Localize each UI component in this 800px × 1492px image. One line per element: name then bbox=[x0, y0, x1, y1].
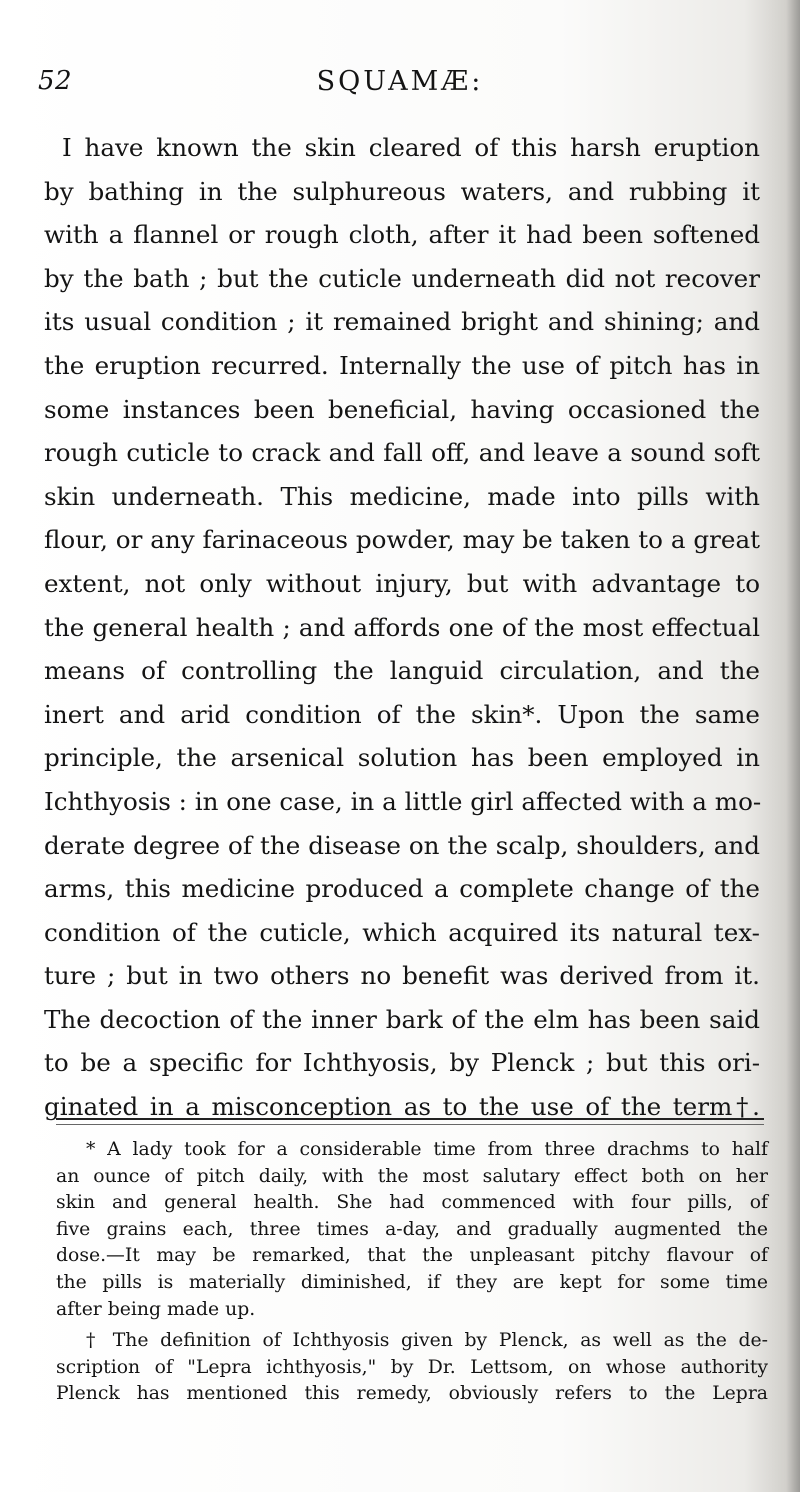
footnote-line: scription of "Lepra ichthyosis," by Dr. Lettsom, on whose authority bbox=[56, 1356, 768, 1378]
body-line: some instances been beneficial, having occasioned the bbox=[44, 394, 760, 424]
body-line: means of controlling the languid circulation, and the bbox=[44, 656, 760, 686]
body-line: I have known the skin cleared of this harsh eruption bbox=[62, 133, 760, 162]
body-paragraph bbox=[44, 126, 760, 1129]
footnote-rule bbox=[56, 1118, 764, 1120]
page-gutter-shadow bbox=[786, 0, 800, 1492]
body-line: principle, the arsenical solution has been employed in bbox=[44, 743, 760, 773]
body-line: by the bath ; but the cuticle underneath did not recover bbox=[44, 263, 760, 293]
body-line: The decoction of the inner bark of the elm has been said bbox=[44, 1004, 760, 1034]
body-line: to be a specific for Ichthyosis, by Plenck ; but this ori- bbox=[44, 1048, 760, 1078]
body-line: its usual condition ; it remained bright and shining; and bbox=[44, 307, 760, 337]
body-line: inert and arid condition of the skin*. Upon the same bbox=[44, 699, 760, 729]
footnote-line: skin and general health. She had commenced with four pills, of bbox=[56, 1192, 768, 1214]
body-line: ginated in a misconception as to the use of the term†. bbox=[44, 1092, 760, 1122]
body-line: derate degree of the disease on the scalp, shoulders, and bbox=[44, 830, 760, 860]
footnote-line: Plenck has mentioned this remedy, obviously refers to the Lepra bbox=[56, 1383, 768, 1405]
body-line: by bathing in the sulphureous waters, and rubbing it bbox=[44, 176, 760, 206]
body-line: arms, this medicine produced a complete change of the bbox=[44, 874, 760, 904]
footnote-line: after being made up. bbox=[56, 1298, 256, 1320]
body-line: extent, not only without injury, but with advantage to bbox=[44, 568, 760, 598]
footnote-line: an ounce of pitch daily, with the most salutary effect both on her bbox=[56, 1165, 768, 1187]
body-line: condition of the cuticle, which acquired its natural tex- bbox=[44, 917, 760, 947]
body-line: ture ; but in two others no benefit was derived from it. bbox=[44, 961, 760, 991]
footnote-rule-thin bbox=[56, 1124, 764, 1125]
footnote-asterisk bbox=[56, 1137, 768, 1323]
page-number: 52 bbox=[38, 66, 73, 96]
footnote-line: dose.—It may be remarked, that the unpleasant pitchy flavour of bbox=[56, 1245, 768, 1267]
body-line: with a flannel or rough cloth, after it had been softened bbox=[44, 220, 760, 250]
running-head bbox=[38, 66, 762, 106]
footnotes bbox=[56, 1137, 768, 1408]
footnote-line: † The definition of Ichthyosis given by Plenck, as well as the de- bbox=[86, 1330, 768, 1352]
body-line: skin underneath. This medicine, made into pills with bbox=[44, 481, 760, 511]
footnote-dagger bbox=[56, 1328, 768, 1408]
body-line: flour, or any farinaceous powder, may be taken to a great bbox=[44, 525, 760, 555]
footnote-line: the pills is materially diminished, if they are kept for some time bbox=[56, 1271, 768, 1293]
body-line: Ichthyosis : in one case, in a little girl affected with a mo- bbox=[44, 786, 762, 816]
footnote-line: five grains each, three times a-day, and gradually augmented the bbox=[56, 1218, 768, 1240]
footnote-line: * A lady took for a considerable time from three drachms to half bbox=[86, 1139, 768, 1160]
body-line: rough cuticle to crack and fall off, and leave a sound soft bbox=[44, 438, 760, 468]
running-title: SQUAMÆ: bbox=[316, 66, 484, 97]
body-line: the general health ; and affords one of the most effectual bbox=[44, 612, 760, 642]
body-line: the eruption recurred. Internally the use of pitch has in bbox=[44, 350, 760, 380]
